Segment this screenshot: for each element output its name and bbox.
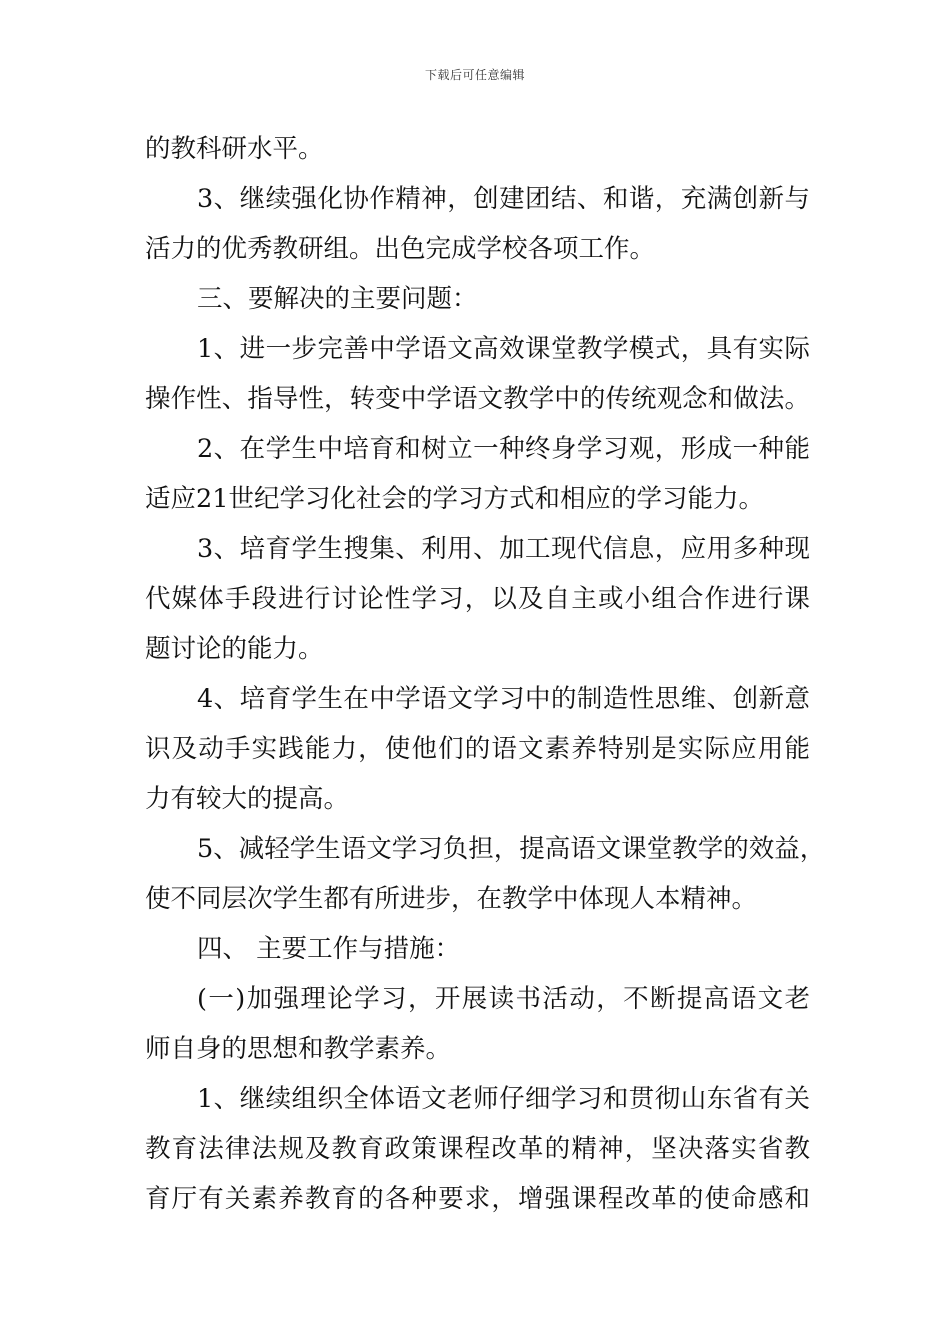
- paragraph-line: 力有较大的提高。: [145, 784, 350, 814]
- paragraph-line: 教育法律法规及教育政策课程改革的精神，坚决落实省教: [145, 1134, 810, 1164]
- paragraph-line: 1、继续组织全体语文老师仔细学习和贯彻山东省有关: [197, 1084, 810, 1114]
- paragraph-line: 的教科研水平。: [145, 134, 324, 164]
- paragraph-line: 3、培育学生搜集、利用、加工现代信息，应用多种现: [197, 534, 810, 564]
- paragraph-line: 3、继续强化协作精神，创建团结、和谐，充满创新与: [197, 184, 810, 214]
- paragraph-line: 1、进一步完善中学语文高效课堂教学模式，具有实际: [197, 334, 810, 364]
- paragraph-line: 代媒体手段进行讨论性学习，以及自主或小组合作进行课: [145, 584, 810, 614]
- paragraph-line: 题讨论的能力。: [145, 634, 324, 664]
- paragraph-line: 使不同层次学生都有所进步，在教学中体现人本精神。: [145, 884, 758, 914]
- page-header-note: 下载后可任意编辑: [424, 68, 525, 82]
- section-heading: 四、 主要工作与措施：: [197, 934, 461, 964]
- paragraph-line: 2、在学生中培育和树立一种终身学习观，形成一种能: [197, 434, 810, 464]
- section-heading: 三、要解决的主要问题：: [197, 284, 478, 314]
- subsection-heading: 师自身的思想和教学素养。: [145, 1034, 452, 1064]
- subsection-heading: (一)加强理论学习，开展读书活动，不断提高语文老: [197, 984, 810, 1014]
- paragraph-line: 5、减轻学生语文学习负担，提高语文课堂教学的效益，: [197, 834, 826, 864]
- paragraph-line: 活力的优秀教研组。出色完成学校各项工作。: [145, 234, 656, 264]
- paragraph-line: 操作性、指导性，转变中学语文教学中的传统观念和做法。: [145, 384, 810, 414]
- paragraph-line: 适应21世纪学习化社会的学习方式和相应的学习能力。: [145, 484, 764, 514]
- paragraph-line: 识及动手实践能力，使他们的语文素养特别是实际应用能: [145, 734, 810, 764]
- paragraph-line: 4、培育学生在中学语文学习中的制造性思维、创新意: [197, 684, 810, 714]
- document-body: [145, 124, 826, 1224]
- paragraph-line: 育厅有关素养教育的各种要求，增强课程改革的使命感和: [145, 1184, 810, 1214]
